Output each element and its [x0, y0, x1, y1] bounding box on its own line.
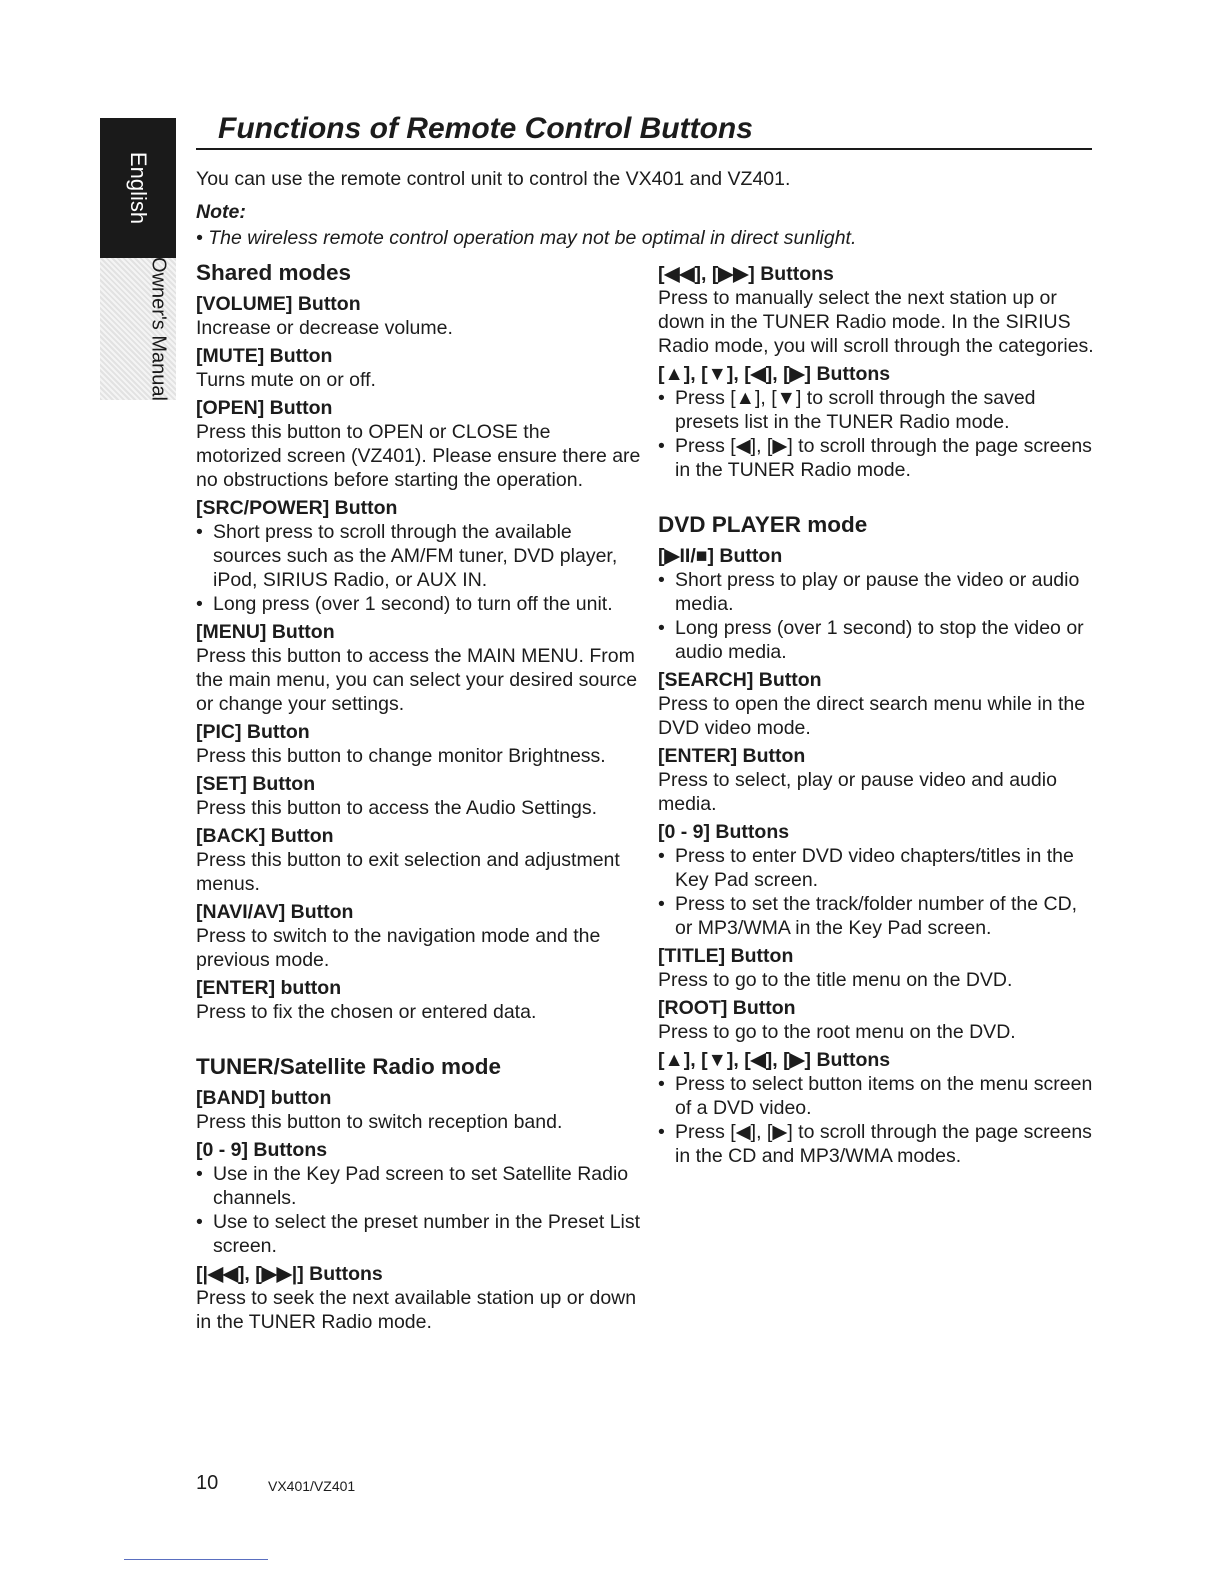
dvd-enter-description: Press to select, play or pause video and audio media.	[658, 769, 1057, 815]
right-column	[658, 258, 1098, 1168]
dvd-arrow-buttons-bullet: • Press [◀], [▶] to scroll through the page screens in the CD and MP3/WMA modes.	[658, 1120, 1098, 1168]
language-tab-label: English	[126, 151, 151, 225]
play-pause-bullet: • Long press (over 1 second) to stop the video or audio media.	[658, 616, 1098, 664]
dvd-number-buttons-bullet: • Press to enter DVD video chapters/titles in the Key Pad screen.	[658, 844, 1098, 892]
back-button-heading: [BACK] Button	[196, 825, 334, 847]
src-power-bullet: • Long press (over 1 second) to turn off the unit.	[196, 592, 641, 616]
src-power-button-heading: [SRC/POWER] Button	[196, 497, 398, 519]
manual-tab-label: Owner's Manual	[147, 257, 170, 401]
mute-description: Turns mute on or off.	[196, 369, 376, 391]
arrow-buttons-bullet: • Press [◀], [▶] to scroll through the page screens in the TUNER Radio mode.	[658, 434, 1098, 482]
skip-description: Press to manually select the next station up or down in the TUNER Radio mode. In the SIRIUS Radio mode, you will scroll through the categories.	[658, 287, 1094, 357]
bottom-rule	[124, 1559, 268, 1560]
model-label: VX401/VZ401	[268, 1478, 356, 1494]
dvd-enter-button-heading: [ENTER] Button	[658, 745, 806, 767]
set-button-heading: [SET] Button	[196, 773, 316, 795]
dvd-arrow-buttons-bullet: • Press to select button items on the menu screen of a DVD video.	[658, 1072, 1098, 1120]
band-description: Press this button to switch reception band.	[196, 1111, 563, 1133]
enter-description: Press to fix the chosen or entered data.	[196, 1001, 537, 1023]
title-button-heading: [TITLE] Button	[658, 945, 794, 967]
arrow-buttons-bullet: • Press [▲], [▼] to scroll through the saved presets list in the TUNER Radio mode.	[658, 386, 1098, 434]
navi-av-button-heading: [NAVI/AV] Button	[196, 901, 354, 923]
enter-button-heading: [ENTER] button	[196, 977, 342, 999]
intro-text: You can use the remote control unit to control the VX401 and VZ401.	[196, 168, 791, 190]
pic-description: Press this button to change monitor Brightness.	[196, 745, 606, 767]
seek-description: Press to seek the next available station up or down in the TUNER Radio mode.	[196, 1287, 637, 1333]
open-button-heading: [OPEN] Button	[196, 397, 333, 419]
navi-av-description: Press to switch to the navigation mode and the previous mode.	[196, 925, 601, 971]
open-description: Press this button to OPEN or CLOSE the motorized screen (VZ401). Please ensure there are no obstructions before starting the operation.	[196, 421, 641, 491]
volume-description: Increase or decrease volume.	[196, 317, 453, 339]
shared-modes-heading: Shared modes	[196, 260, 352, 285]
band-button-heading: [BAND] button	[196, 1087, 332, 1109]
root-button-heading: [ROOT] Button	[658, 997, 796, 1019]
number-buttons-bullet: • Use to select the preset number in the Preset List screen.	[196, 1210, 641, 1258]
set-description: Press this button to access the Audio Settings.	[196, 797, 598, 819]
number-buttons-bullet: • Use in the Key Pad screen to set Satellite Radio channels.	[196, 1162, 641, 1210]
page-number: 10	[196, 1472, 219, 1494]
seek-buttons-heading: [|◀◀], [▶▶|] Buttons	[196, 1263, 383, 1285]
title-divider	[196, 148, 1092, 150]
language-tab	[100, 118, 176, 258]
note-text: • The wireless remote control operation may not be optimal in direct sunlight.	[196, 227, 857, 249]
manual-tab	[100, 258, 176, 400]
page-title: Functions of Remote Control Buttons	[218, 112, 753, 145]
play-pause-button-heading: [▶II/■] Button	[658, 545, 783, 567]
left-column	[196, 258, 641, 1334]
title-description: Press to go to the title menu on the DVD.	[658, 969, 1013, 991]
mute-button-heading: [MUTE] Button	[196, 345, 333, 367]
root-description: Press to go to the root menu on the DVD.	[658, 1021, 1016, 1043]
dvd-arrow-buttons-heading: [▲], [▼], [◀], [▶] Buttons	[658, 1049, 891, 1071]
dvd-number-buttons-heading: [0 - 9] Buttons	[658, 821, 790, 843]
back-description: Press this button to exit selection and adjustment menus.	[196, 849, 620, 895]
note-label: Note:	[196, 201, 246, 223]
play-pause-bullet: • Short press to play or pause the video or audio media.	[658, 568, 1098, 616]
dvd-mode-heading: DVD PLAYER mode	[658, 512, 868, 537]
src-power-bullet: • Short press to scroll through the available sources such as the AM/FM tuner, DVD player, iPod, SIRIUS Radio, or AUX IN.	[196, 520, 641, 592]
arrow-buttons-heading: [▲], [▼], [◀], [▶] Buttons	[658, 363, 891, 385]
pic-button-heading: [PIC] Button	[196, 721, 310, 743]
search-description: Press to open the direct search menu while in the DVD video mode.	[658, 693, 1086, 739]
dvd-number-buttons-bullet: • Press to set the track/folder number of the CD, or MP3/WMA in the Key Pad screen.	[658, 892, 1098, 940]
tuner-mode-heading: TUNER/Satellite Radio mode	[196, 1054, 502, 1079]
menu-button-heading: [MENU] Button	[196, 621, 335, 643]
menu-description: Press this button to access the MAIN MENU. From the main menu, you can select your desired source or change your settings.	[196, 645, 638, 715]
skip-buttons-heading: [◀◀], [▶▶] Buttons	[658, 263, 834, 285]
volume-button-heading: [VOLUME] Button	[196, 293, 361, 315]
search-button-heading: [SEARCH] Button	[658, 669, 822, 691]
number-buttons-heading: [0 - 9] Buttons	[196, 1139, 328, 1161]
